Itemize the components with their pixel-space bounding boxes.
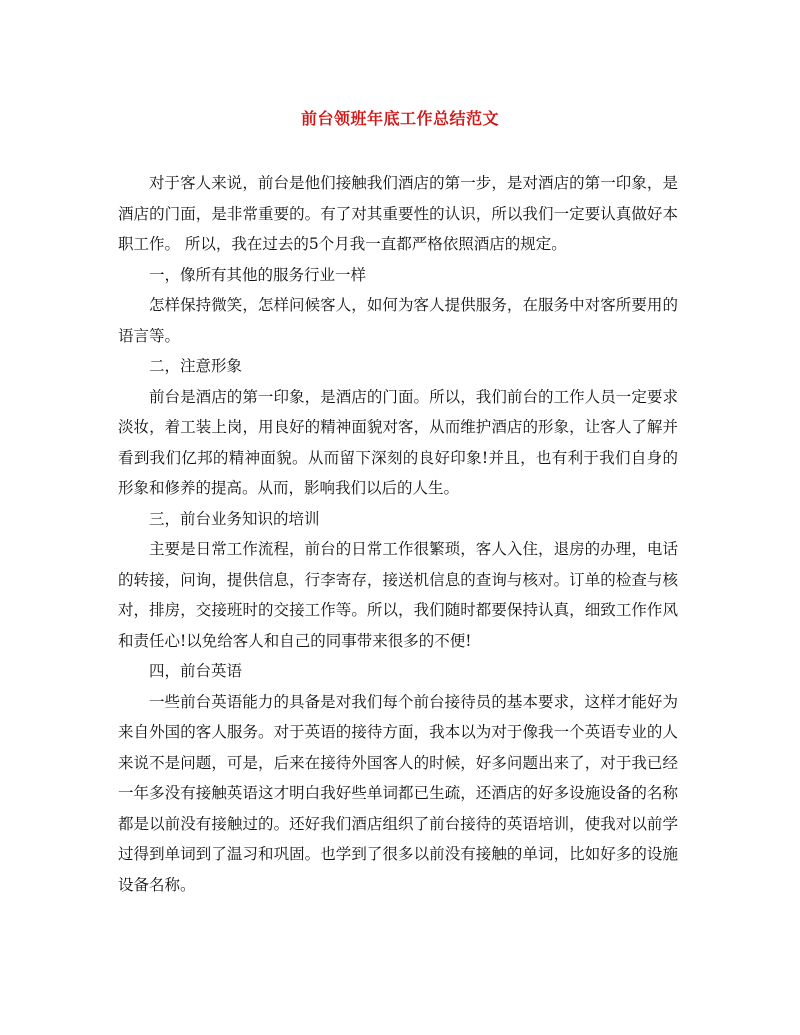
- paragraph-intro: 对于客人来说，前台是他们接触我们酒店的第一步，是对酒店的第一印象，是酒店的门面，是非常重要的。有了对其重要性的认识，所以我们一定要认真做好本职工作。 所以，我在过去的5个月我一直都严格依照酒店的规定。: [118, 174, 678, 253]
- document-title: 前台领班年底工作总结范文: [300, 109, 499, 128]
- document-body: [118, 168, 678, 900]
- paragraph-service: 怎样保持微笑，怎样问候客人，如何为客人提供服务，在服务中对客所要用的语言等。: [118, 296, 678, 345]
- paragraph-english: 一些前台英语能力的具备是对我们每个前台接待员的基本要求，这样才能好为来自外国的客人服务。对于英语的接待方面，我本以为对于像我一个英语专业的人来说不是问题，可是，后来在接待外国客人的时候，好多问题出来了，对于我已经一年多没有接触英语这才明白我好些单词都已生疏，还酒店的好多设施设备的名称都是以前没有接触过的。还好我们酒店组织了前台接待的英语培训，使我对以前学过得到单词到了温习和巩固。也学到了很多以前没有接触的单词，比如好多的设施设备名称。: [118, 692, 678, 894]
- section-heading-4: 四，前台英语: [149, 662, 243, 680]
- section-heading-1: 一，像所有其他的服务行业一样: [149, 265, 367, 284]
- section-heading-3: 三，前台业务知识的培训: [149, 509, 320, 528]
- paragraph-training: 主要是日常工作流程，前台的日常工作很繁琐，客人入住，退房的办理，电话的转接，问询，提供信息，行李寄存，接送机信息的查询与核对。订单的检查与核对，排房，交接班时的交接工作等。所以，我们随时都要保持认真，细致工作作风和责任心!以免给客人和自己的同事带来很多的不便!: [118, 540, 678, 650]
- section-heading-2: 二，注意形象: [149, 357, 243, 375]
- paragraph-image: 前台是酒店的第一印象，是酒店的门面。所以，我们前台的工作人员一定要求淡妆，着工装上岗，用良好的精神面貌对客，从而维护酒店的形象，让客人了解并看到我们亿邦的精神面貌。从而留下深刻的良好印象!并且，也有利于我们自身的形象和修养的提高。从而，影响我们以后的人生。: [118, 387, 678, 497]
